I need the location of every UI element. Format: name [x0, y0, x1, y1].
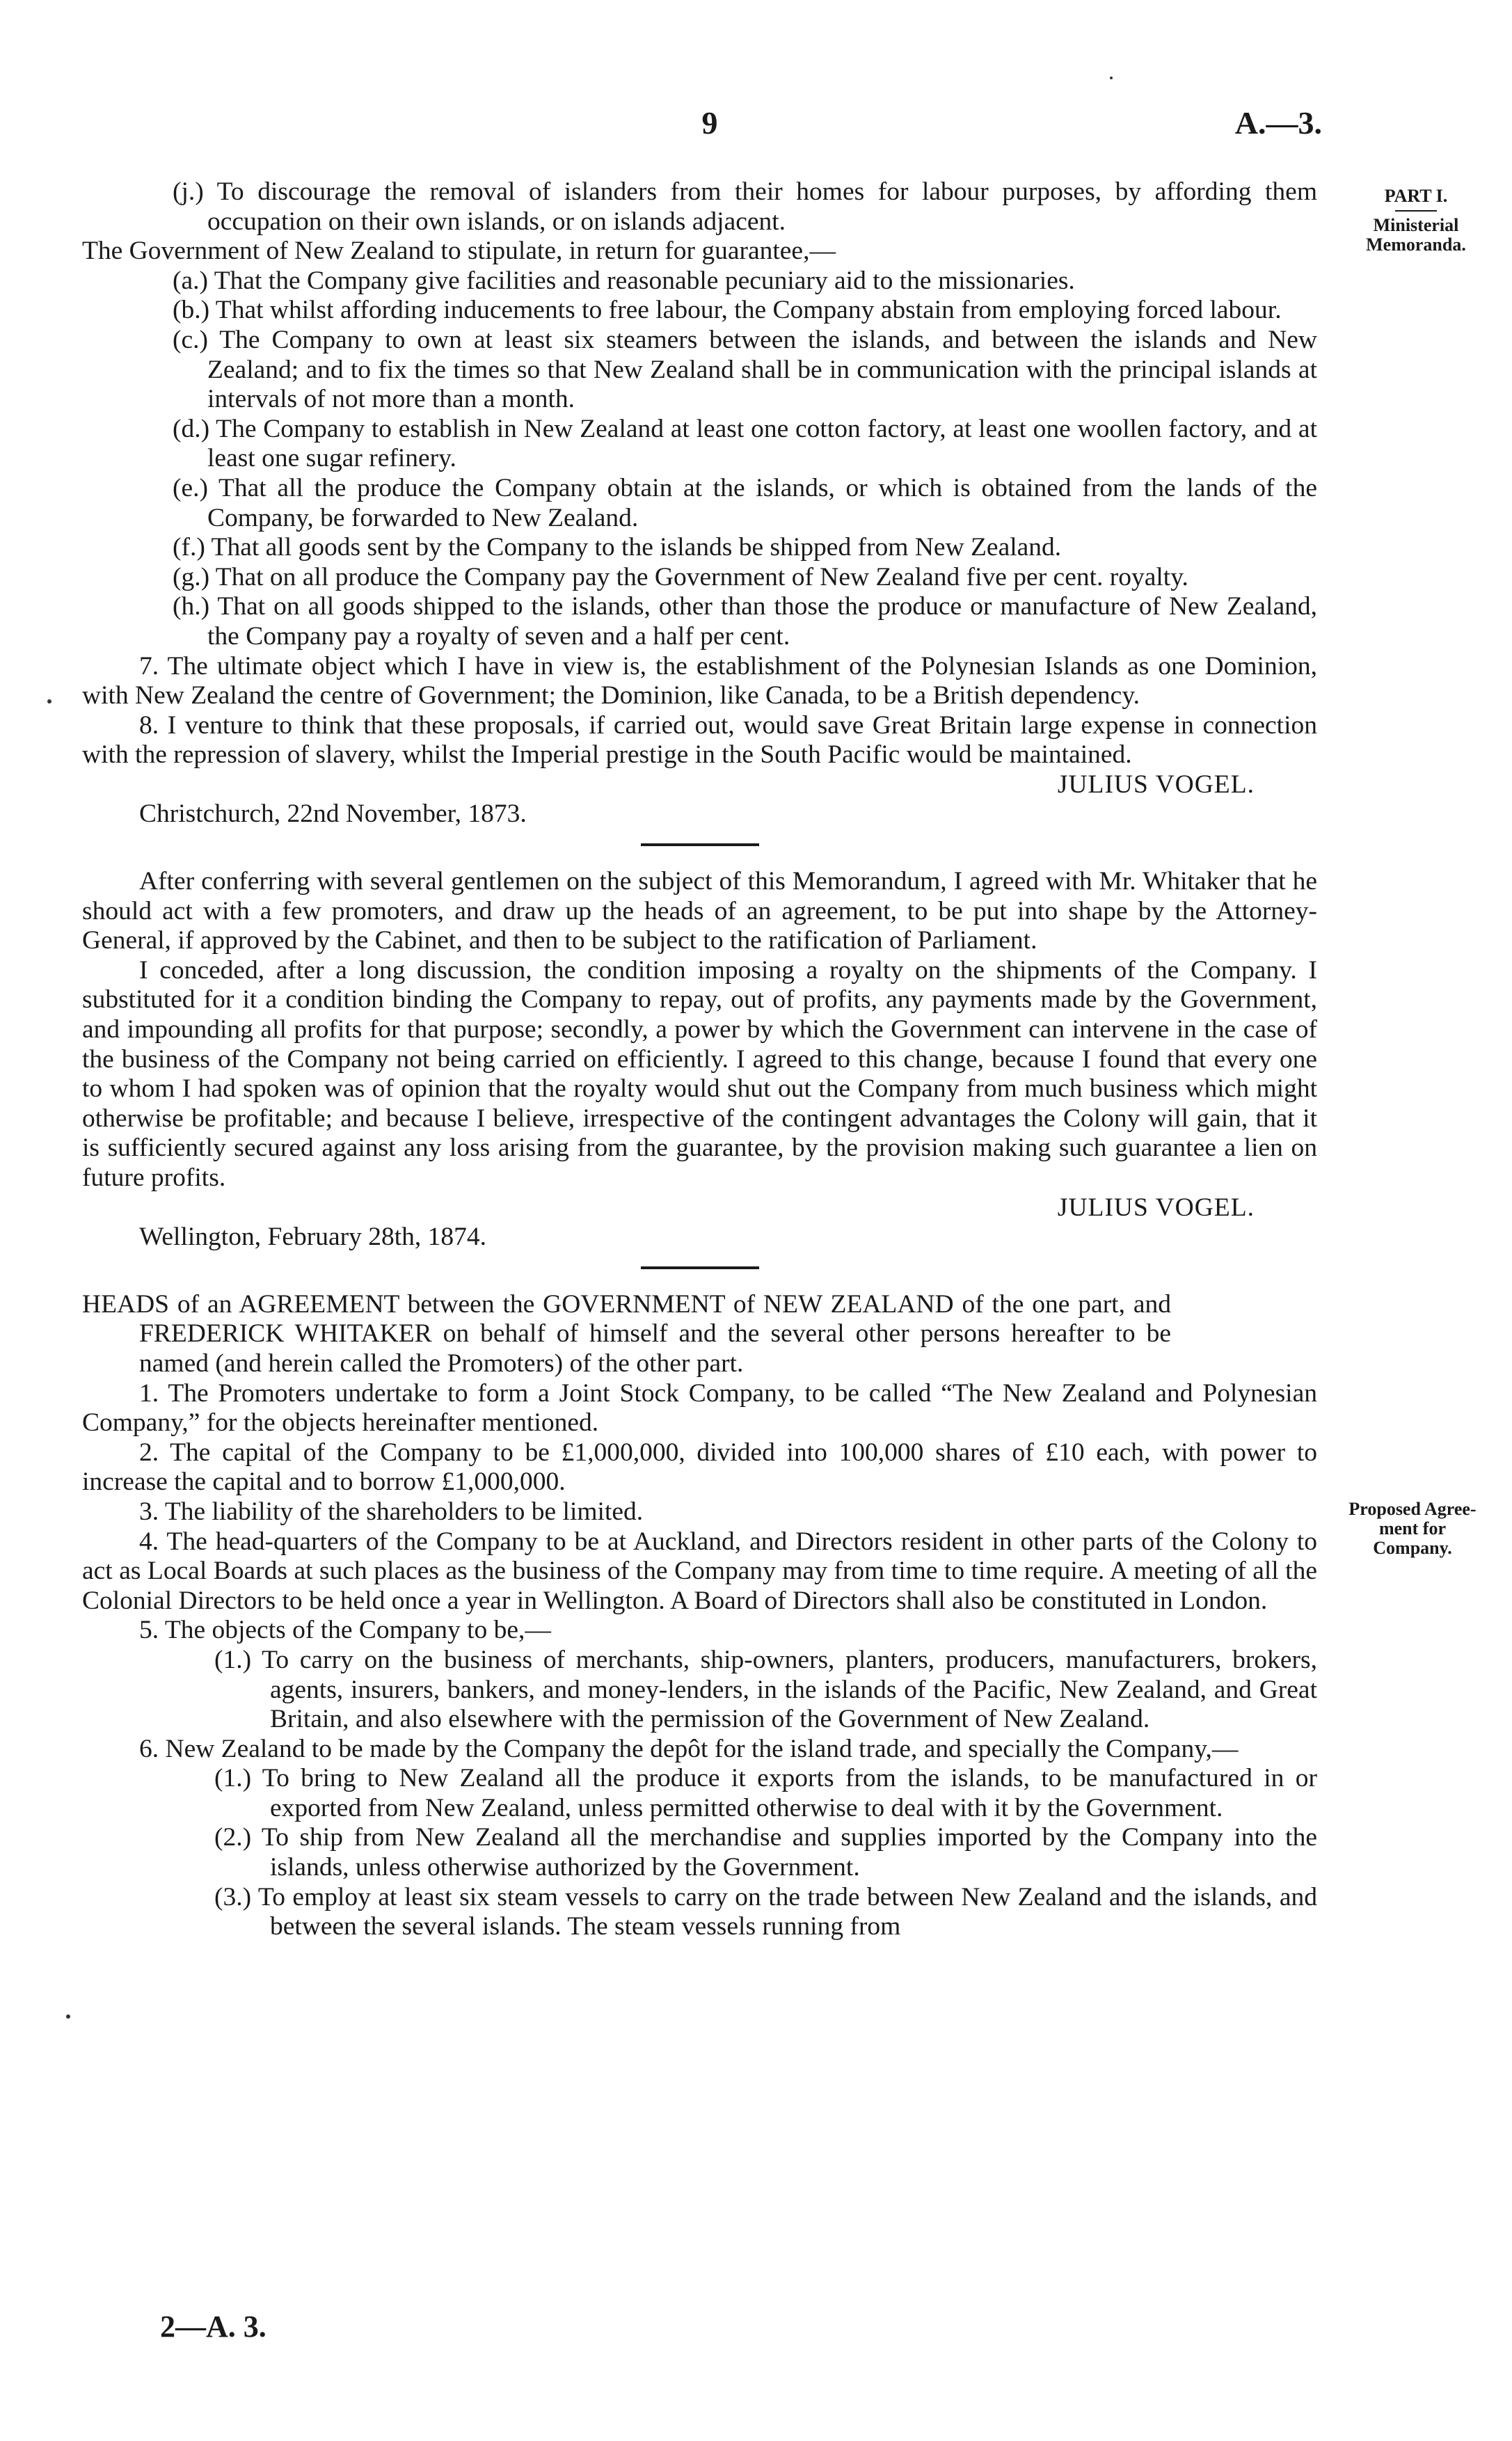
agreement-clause-6-3: (3.) To employ at least six steam vessels to carry on the trade between New Zealand and the islands, and between the several islands. The steam vessels running from	[214, 1882, 1317, 1941]
agreement-heading: HEADS of an AGREEMENT between the GOVERNMENT of NEW ZEALAND of the one part, and FREDERICK WHITAKER on behalf of himself and the several other persons hereafter to be named (and herein called the Promoters) of the other part.	[82, 1289, 1171, 1378]
memo-item-f: (f.) That all goods sent by the Company to the islands be shipped from New Zealand.	[173, 533, 1062, 562]
memo-item-g: (g.) That on all produce the Company pay the Government of New Zealand five per cent. royalty.	[173, 562, 1188, 591]
memo-item-c: (c.) The Company to own at least six steamers between the islands, and between the islands and New Zealand; and to fix the times so that New Zealand shall be in communication with the principal islands at intervals of not more than a month.	[173, 325, 1317, 414]
margin-part-label: PART I.	[1384, 186, 1448, 206]
agreement-clause-4: 4. The head-quarters of the Company to be at Auckland, and Directors resident in other parts of the Colony to act as Local Boards at such places as the business of the Company may from time to time require. A meeting of all the Colonial Directors to be held once a year in Wellington. A Board of Directors shall also be constituted in London.	[82, 1527, 1317, 1615]
memo-item-h: (h.) That on all goods shipped to the islands, other than those the produce or manufacture of New Zealand, the Company pay a royalty of seven and a half per cent.	[173, 592, 1317, 651]
second-paragraph-2: I conceded, after a long discussion, the condition imposing a royalty on the shipments of the Company. I substituted for it a condition binding the Company to repay, out of profits, any payments made by the Government, and impounding all profits for that purpose; secondly, a power by which the Government can intervene in the case of the business of the Company not being carried on efficiently. I agreed to this change, because I found that every one to whom I had spoken was of opinion that the royalty would shut out the Company from much business which might otherwise be profitable; and because I believe, irrespective of the contingent advantages the Colony will gain, that it is sufficiently secured against any loss arising from the guarantee, by the provision making such guarantee a lien on future profits.	[82, 955, 1317, 1192]
memo-item-e: (e.) That all the produce the Company obtain at the islands, or which is obtained from the lands of the Company, be forwarded to New Zealand.	[173, 473, 1317, 532]
memo-paragraph-8: 8. I venture to think that these proposals, if carried out, would save Great Britain large expense in connection with the repression of slavery, whilst the Imperial prestige in the South Pacific would be maintained.	[82, 710, 1317, 770]
memo-item-a: (a.) That the Company give facilities and reasonable pecuniary aid to the missionaries.	[173, 266, 1075, 295]
stray-mark	[47, 699, 51, 703]
memo-paragraph-7: 7. The ultimate object which I have in view is, the establishment of the Polynesian Islands as one Dominion, with New Zealand the centre of Government; the Dominion, like Canada, to be a British dependency.	[82, 651, 1317, 710]
agreement-clause-3: 3. The liability of the shareholders to be limited.	[139, 1497, 644, 1526]
memo-signature: JULIUS VOGEL.	[1057, 770, 1255, 799]
memo-stipulation-intro: The Government of New Zealand to stipulate, in return for guarantee,—	[82, 237, 836, 266]
agreement-clause-6-2: (2.) To ship from New Zealand all the merchandise and supplies imported by the Company into the islands, unless otherwise authorized by the Government.	[214, 1823, 1317, 1882]
paper-reference: A.—3.	[1234, 105, 1322, 141]
memo-item-b: (b.) That whilst affording inducements to free labour, the Company abstain from employing forced labour.	[173, 296, 1282, 325]
second-signature: JULIUS VOGEL.	[1057, 1193, 1255, 1222]
margin-divider	[1395, 210, 1437, 212]
agreement-clause-2: 2. The capital of the Company to be £1,000,000, divided into 100,000 shares of £10 each, with power to increase the capital and to borrow £1,000,000.	[82, 1438, 1317, 1497]
memo-item-d: (d.) The Company to establish in New Zealand at least one cotton factory, at least one woollen factory, and at least one sugar refinery.	[173, 414, 1317, 473]
margin-ministerial-label: Ministerial Memoranda.	[1366, 215, 1466, 255]
second-place-date: Wellington, February 28th, 1874.	[139, 1223, 486, 1252]
section-divider-2	[641, 1266, 759, 1269]
agreement-clause-5: 5. The objects of the Company to be,—	[139, 1616, 551, 1645]
section-divider	[641, 843, 759, 846]
page-number: 9	[701, 105, 718, 141]
signature-mark: 2—A. 3.	[160, 2309, 266, 2344]
agreement-clause-1: 1. The Promoters undertake to form a Joint Stock Company, to be called “The New Zealand and Polynesian Company,” for the objects hereinafter mentioned.	[82, 1378, 1317, 1438]
agreement-clause-5-1: (1.) To carry on the business of merchants, ship-owners, planters, producers, manufacturers, brokers, agents, insurers, bankers, and money-lenders, in the islands of the Pacific, New Zealand, and Great Britain, and also elsewhere with the permission of the Government of New Zealand.	[214, 1645, 1317, 1734]
agreement-clause-6-1: (1.) To bring to New Zealand all the produce it exports from the islands, to be manufactured in or exported from New Zealand, unless permitted otherwise to deal with it by the Government.	[214, 1764, 1317, 1822]
main-text	[82, 177, 1317, 1942]
agreement-clause-6: 6. New Zealand to be made by the Company the depôt for the island trade, and specially the Company,—	[139, 1734, 1239, 1763]
stray-mark	[1110, 77, 1113, 79]
stray-mark	[66, 2014, 70, 2019]
second-paragraph-1: After conferring with several gentlemen on the subject of this Memorandum, I agreed with Mr. Whitaker that he should act with a few promoters, and draw up the heads of an agreement, to be put into shape by the Attorney-General, if approved by the Cabinet, and then to be subject to the ratification of Parliament.	[82, 867, 1317, 955]
margin-note-part	[1346, 186, 1486, 255]
memo-item-j: (j.) To discourage the removal of islanders from their homes for labour purposes, by affording them occupation on their own islands, or on islands adjacent.	[173, 177, 1317, 236]
memo-place-date: Christchurch, 22nd November, 1873.	[139, 800, 527, 829]
margin-note-proposed: Proposed Agree-ment for Company.	[1348, 1499, 1477, 1558]
